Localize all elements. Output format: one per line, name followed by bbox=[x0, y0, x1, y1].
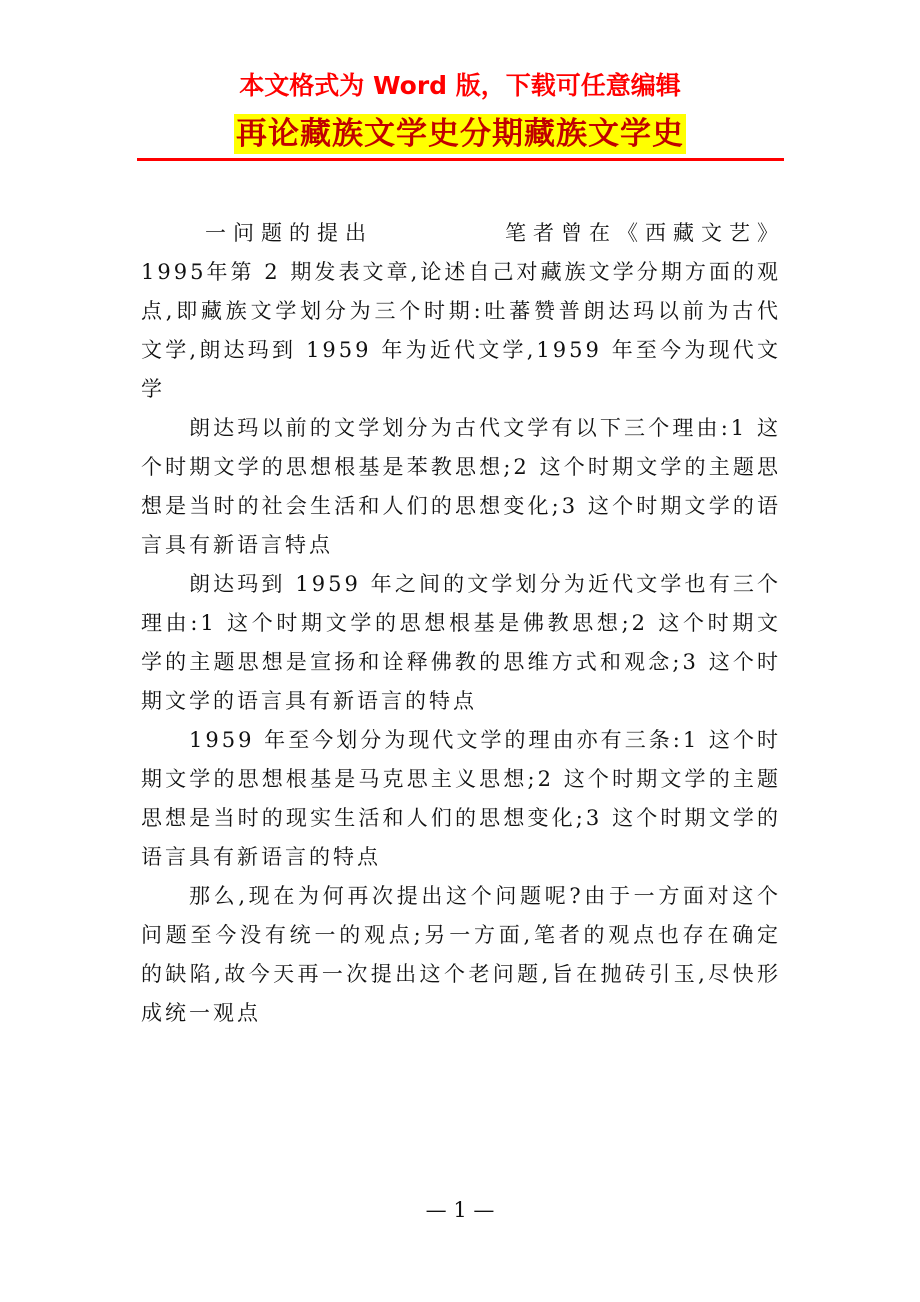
section-heading: 一问题的提出 bbox=[205, 221, 373, 245]
paragraph-ancient-period: 朗达玛以前的文学划分为古代文学有以下三个理由:1 这个时期文学的思想根基是苯教思想;2 这个时期文学的主题思想是当时的社会生活和人们的思想变化;3 这个时期文学的语言具有新语言特点 bbox=[141, 416, 781, 557]
paragraph-intro bbox=[141, 214, 781, 409]
title-divider bbox=[137, 158, 784, 161]
format-notice-banner: 本文格式为 Word 版，下载可任意编辑 bbox=[239, 71, 681, 100]
document-title: 再论藏族文学史分期藏族文学史 bbox=[236, 116, 684, 152]
paragraph-modern-period: 朗达玛到 1959 年之间的文学划分为近代文学也有三个理由:1 这个时期文学的思想根基是佛教思想;2 这个时期文学的主题思想是宣扬和诠释佛教的思维方式和观念;3 这个时期文学的语言具有新语言的特点 bbox=[141, 572, 781, 713]
paragraph-contemporary-period: 1959 年至今划分为现代文学的理由亦有三条:1 这个时期文学的思想根基是马克思主义思想;2 这个时期文学的主题思想是当时的现实生活和人们的思想变化;3 这个时期文学的语言具有新语言的特点 bbox=[141, 728, 781, 869]
paragraph-text: 笔者曾在《西藏文艺》1995年第 2 期发表文章,论述自己对藏族文学分期方面的观点,即藏族文学划分为三个时期:吐蕃赞普朗达玛以前为古代文学,朗达玛到 1959 年为近代文学,1959 年至今为现代文学 bbox=[141, 221, 781, 401]
page-number: — 1 — bbox=[425, 1198, 495, 1222]
title-container bbox=[0, 114, 920, 154]
document-body bbox=[141, 214, 781, 1033]
paragraph-motivation: 那么,现在为何再次提出这个问题呢?由于一方面对这个问题至今没有统一的观点;另一方面,笔者的观点也存在确定的缺陷,故今天再一次提出这个老问题,旨在抛砖引玉,尽快形成统一观点 bbox=[141, 884, 781, 1025]
